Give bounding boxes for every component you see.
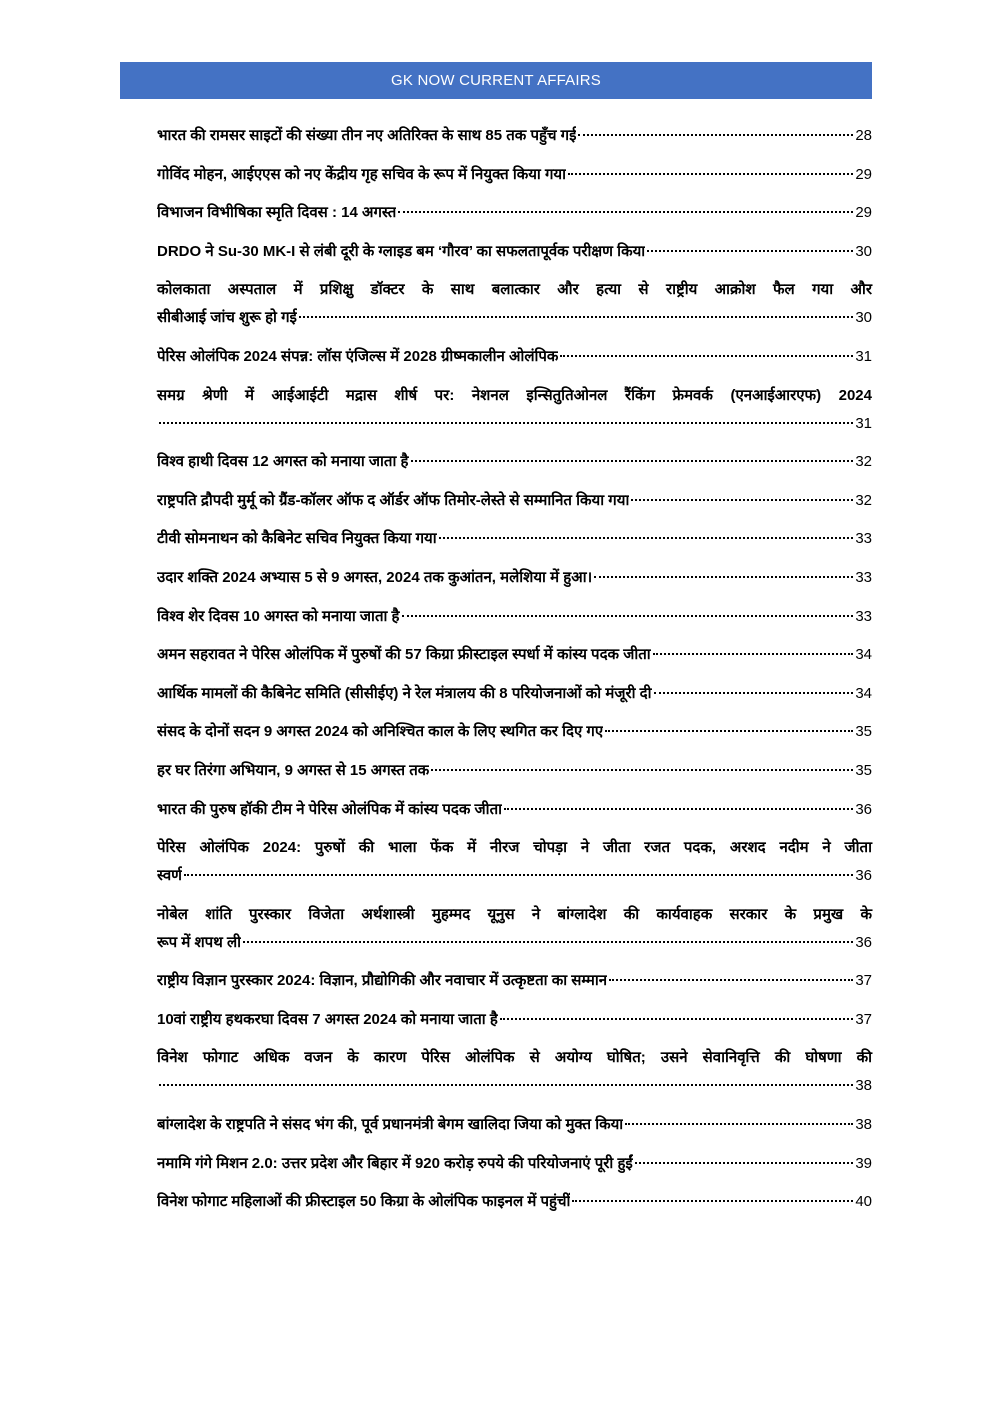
toc-entry[interactable] [157,161,872,189]
dot-leader [398,211,853,213]
toc-entry[interactable] [157,1188,872,1216]
toc-entry-title-line1: नोबेल शांति पुरस्कार विजेता अर्थशास्त्री मुहम्मद यूनुस ने बांग्लादेश की कार्यवाहक सरकार के प्रमुख के [157,905,872,923]
toc-entry-page-number: 33 [855,568,872,586]
dot-leader [594,576,853,578]
toc-entry[interactable] [157,276,872,332]
toc-entry[interactable] [157,1044,872,1100]
toc-entry[interactable] [157,796,872,824]
dot-leader [560,355,853,357]
toc-entry-page-number: 36 [855,933,872,951]
toc-entry[interactable] [157,1150,872,1178]
toc-entry[interactable] [157,238,872,266]
dot-leader [500,1018,853,1020]
toc-entry-title-line1: पेरिस ओलंपिक 2024: पुरुषों की भाला फेंक में नीरज चोपड़ा ने जीता रजत पदक, अरशद नदीम ने जीता [157,839,872,857]
toc-entry-page-number: 32 [855,491,872,509]
toc-entry[interactable] [157,122,872,150]
toc-entry[interactable] [157,641,872,669]
dot-leader [625,1123,853,1125]
toc-entry-title: टीवी सोमनाथन को कैबिनेट सचिव नियुक्त किया गया [157,530,437,548]
toc-entry-title: विभाजन विभीषिका स्मृति दिवस : 14 अगस्त [157,204,397,222]
toc-entry-title: विश्व हाथी दिवस 12 अगस्त को मनाया जाता है [157,453,409,471]
toc-entry-title: नमामि गंगे मिशन 2.0: उत्तर प्रदेश और बिहार में 920 करोड़ रुपये की परियोजनाएं पूरी हुईं [157,1154,633,1172]
toc-entry-page-number: 33 [855,530,872,548]
toc-entry-title: उदार शक्ति 2024 अभ्यास 5 से 9 अगस्त, 2024 तक कुआंतन, मलेशिया में हुआ। [157,568,593,586]
toc-entry[interactable] [157,834,872,890]
toc-entry[interactable] [157,1006,872,1034]
toc-entry-title: 10वां राष्ट्रीय हथकरघा दिवस 7 अगस्त 2024 को मनाया जाता है [157,1010,498,1028]
toc-entry-page-number: 38 [855,1077,872,1095]
dot-leader [654,692,854,694]
toc-entry-title: बांग्लादेश के राष्ट्रपति ने संसद भंग की, पूर्व प्रधानमंत्री बेगम खालिदा जिया को मुक्त किया [157,1116,624,1134]
toc-entry-title: रूप में शपथ ली [157,933,242,951]
toc-entry-page-number: 33 [855,607,872,625]
toc-entry-page-number: 36 [855,867,872,885]
dot-leader [159,1084,853,1086]
toc-entry[interactable] [157,718,872,746]
toc-entry[interactable] [157,448,872,476]
toc-entry-page-number: 36 [855,800,872,818]
toc-entry-title: सीबीआई जांच शुरू हो गई [157,309,297,327]
toc-entry[interactable] [157,1111,872,1139]
toc-entry-page-number: 34 [855,646,872,664]
toc-entry[interactable] [157,487,872,515]
toc-entry[interactable] [157,564,872,592]
toc-entry-title: विश्व शेर दिवस 10 अगस्त को मनाया जाता है [157,607,400,625]
toc-entry-page-number: 30 [855,242,872,260]
dot-leader [578,134,853,136]
toc-entry-page-number: 35 [855,761,872,779]
toc-entry-title-line1: समग्र श्रेणी में आईआईटी मद्रास शीर्ष पर: नेशनल इन्सितुतिओनल रैंकिंग फ्रेमवर्क (एनआईआरएफ) 2024 [157,386,872,404]
dot-leader [504,808,853,810]
toc-entry-page-number: 39 [855,1154,872,1172]
toc-entry-page-number: 37 [855,972,872,990]
toc-entry-title: भारत की रामसर साइटों की संख्या तीन नए अतिरिक्त के साथ 85 तक पहुँच गई [157,127,577,144]
toc-entry-title: गोविंद मोहन, आईएएस को नए केंद्रीय गृह सचिव के रूप में नियुक्त किया गया [157,165,567,183]
toc-entry-title-line1: विनेश फोगाट अधिक वजन के कारण पेरिस ओलंपिक से अयोग्य घोषित; उसने सेवानिवृत्ति की घोषणा की [157,1049,872,1067]
toc-entry[interactable] [157,199,872,227]
toc-entry-page-number: 40 [855,1193,872,1211]
toc-entry[interactable] [157,757,872,785]
dot-leader [647,250,853,252]
toc-entry-title: राष्ट्रीय विज्ञान पुरस्कार 2024: विज्ञान, प्रौद्योगिकी और नवाचार में उत्कृष्टता का सम्मान [157,972,608,990]
dot-leader [159,422,853,424]
toc-entry-title: राष्ट्रपति द्रौपदी मुर्मू को ग्रैंड-कॉलर ऑफ द ऑर्डर ऑफ तिमोर-लेस्ते से सम्मानित किया गया [157,491,630,509]
dot-leader [243,941,853,943]
toc-entry-title: पेरिस ओलंपिक 2024 संपन्न: लॉस एंजिल्स में 2028 ग्रीष्मकालीन ओलंपिक [157,347,559,365]
dot-leader [431,769,853,771]
dot-leader [631,499,853,501]
dot-leader [411,460,854,462]
dot-leader [572,1200,853,1202]
dot-leader [605,730,853,732]
toc-entry-title: आर्थिक मामलों की कैबिनेट समिति (सीसीईए) ने रेल मंत्रालय की 8 परियोजनाओं को मंजूरी दी [157,684,652,702]
toc-entry-title: स्वर्ण [157,867,183,885]
toc-entry-page-number: 31 [855,414,872,432]
page-header-bar [120,62,872,99]
toc-entry-title: भारत की पुरुष हॉकी टीम ने पेरिस ओलंपिक में कांस्य पदक जीता [157,800,503,818]
toc-entry-page-number: 30 [855,309,872,327]
toc-entry-page-number: 29 [855,204,872,222]
dot-leader [653,653,854,655]
toc-entry-page-number: 35 [855,723,872,741]
dot-leader [299,316,853,318]
toc-entry-title: अमन सहरावत ने पेरिस ओलंपिक में पुरुषों की 57 किग्रा फ्रीस्टाइल स्पर्धा में कांस्य पदक जीता [157,646,651,664]
toc-entry-page-number: 29 [855,165,872,183]
dot-leader [402,615,854,617]
toc-entry-title: हर घर तिरंगा अभियान, 9 अगस्त से 15 अगस्त तक [157,761,430,779]
toc-entry-title: संसद के दोनों सदन 9 अगस्त 2024 को अनिश्चित काल के लिए स्थगित कर दिए गए [157,723,604,741]
toc-entry[interactable] [157,603,872,631]
toc-entry[interactable] [157,901,872,957]
toc-entry-page-number: 31 [855,347,872,365]
toc-entry-title: विनेश फोगाट महिलाओं की फ्रीस्टाइल 50 किग्रा के ओलंपिक फाइनल में पहुंचीं [157,1193,571,1211]
toc-entry-title-line1: कोलकाता अस्पताल में प्रशिक्षु डॉक्टर के साथ बलात्कार और हत्या से राष्ट्रीय आक्रोश फैल गया और [157,281,872,299]
toc-entry[interactable] [157,382,872,438]
toc-entry-page-number: 34 [855,684,872,702]
toc-entry-page-number: 37 [855,1010,872,1028]
dot-leader [568,173,853,175]
dot-leader [635,1162,854,1164]
table-of-contents [157,122,872,1227]
dot-leader [609,979,853,981]
toc-entry[interactable] [157,343,872,371]
toc-entry-page-number: 38 [855,1116,872,1134]
toc-entry-page-number: 32 [855,453,872,471]
dot-leader [184,874,853,876]
toc-entry-page-number: 28 [855,127,872,144]
header-title: GK NOW CURRENT AFFAIRS [391,72,601,89]
toc-entry-title: DRDO ने Su-30 MK-I से लंबी दूरी के ग्लाइड बम ‘गौरव’ का सफलतापूर्वक परीक्षण किया [157,242,646,260]
toc-entry[interactable] [157,680,872,708]
toc-entry[interactable] [157,967,872,995]
dot-leader [439,537,854,539]
toc-entry[interactable] [157,525,872,553]
